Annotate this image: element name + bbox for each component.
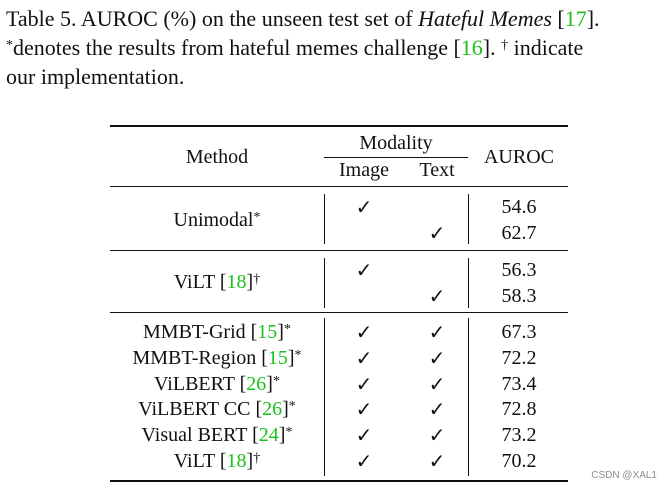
check-icon: ✓ [428,449,446,473]
column-separator [324,258,325,308]
footnote-mark: * [283,322,291,337]
caption-text: denotes the results from hateful memes challenge [ [13,35,461,60]
auroc-value: 72.2 [501,347,537,369]
top-rule [110,125,568,127]
check-icon: ✓ [355,346,373,370]
footnote-mark: * [294,348,302,363]
method-cell [142,423,293,447]
citation-link[interactable]: 15 [257,321,278,343]
caption-line-1 [6,4,671,33]
check-icon: ✓ [355,320,373,344]
method-name: ViLBERT CC [ [138,398,263,420]
method-cell [138,397,296,421]
method-name: Unimodal [173,209,254,231]
check-icon: ✓ [428,320,446,344]
footnote-mark: † [253,451,261,466]
caption-text: indicate [508,35,584,60]
method-bracket: ] [278,424,286,446]
citation-link[interactable]: 17 [564,6,587,31]
method-bracket: ] [246,271,254,293]
check-icon: ✓ [428,346,446,370]
check-icon: ✓ [428,221,446,245]
method-cell [174,270,260,294]
caption-text: Table 5. AUROC (%) on the unseen test set of [6,6,419,31]
auroc-value: 56.3 [501,259,537,281]
method-bracket: ] [246,450,254,472]
footnote-mark: * [272,374,280,389]
check-icon: ✓ [355,195,373,219]
check-icon: ✓ [355,397,373,421]
column-separator [324,194,325,244]
check-icon: ✓ [428,372,446,396]
auroc-value: 54.6 [501,196,537,218]
header-image: Image [339,159,389,181]
citation-link[interactable]: 18 [226,450,247,472]
caption-text: ]. [586,6,600,31]
method-cell [143,320,291,344]
method-name: ViLBERT [ [154,373,247,395]
check-icon: ✓ [428,423,446,447]
method-bracket: ] [266,373,273,395]
caption-line-2 [6,33,671,62]
check-icon: ✓ [355,449,373,473]
citation-link[interactable]: 26 [246,373,267,395]
column-separator [324,318,325,476]
method-bracket: ] [282,398,289,420]
citation-link[interactable]: 18 [226,271,247,293]
method-cell [132,346,301,370]
method-cell [174,449,260,473]
caption-text: ]. [482,35,502,60]
auroc-value: 58.3 [501,285,537,307]
group-rule-1 [110,250,568,251]
header-text: Text [419,159,455,181]
citation-link[interactable]: 26 [262,398,283,420]
dagger-mark: † [253,272,261,287]
method-name: Visual BERT [ [141,424,259,446]
method-name: ViLT [ [173,450,227,472]
header-method: Method [185,146,249,168]
column-separator [468,258,469,308]
dagger-mark: † [501,38,509,53]
check-icon: ✓ [428,284,446,308]
citation-link[interactable]: 15 [267,347,288,369]
method-bracket: ] [287,347,295,369]
auroc-value: 70.2 [501,450,537,472]
method-name: ViLT [ [173,271,227,293]
check-icon: ✓ [355,258,373,282]
check-icon: ✓ [355,423,373,447]
method-name: MMBT-Region [ [132,347,268,369]
group-rule-2 [110,312,568,313]
auroc-value: 67.3 [501,321,537,343]
column-separator [468,194,469,244]
watermark: CSDN @XAL1 [591,470,657,481]
footnote-mark: * [288,399,296,414]
caption-line-3: our implementation. [6,64,185,89]
auroc-value: 72.8 [501,398,537,420]
asterisk-mark: * [6,38,13,53]
method-bracket: ] [277,321,284,343]
bottom-rule [110,480,568,482]
method-name: MMBT-Grid [ [143,321,258,343]
header-rule [110,186,568,187]
check-icon: ✓ [428,397,446,421]
footnote-mark: * [285,425,293,440]
auroc-value: 62.7 [501,222,537,244]
check-icon: ✓ [355,372,373,396]
table-caption [6,4,671,91]
asterisk-mark: * [253,210,261,225]
column-separator [468,318,469,476]
citation-link[interactable]: 24 [258,424,279,446]
header-auroc: AUROC [483,146,555,168]
method-cell [174,208,261,232]
auroc-value: 73.2 [501,424,537,446]
caption-text: [ [551,6,565,31]
dataset-name: Hateful Memes [418,6,552,31]
method-cell [154,372,280,396]
header-modality: Modality [359,132,433,154]
citation-link[interactable]: 16 [460,35,483,60]
auroc-value: 73.4 [501,373,537,395]
